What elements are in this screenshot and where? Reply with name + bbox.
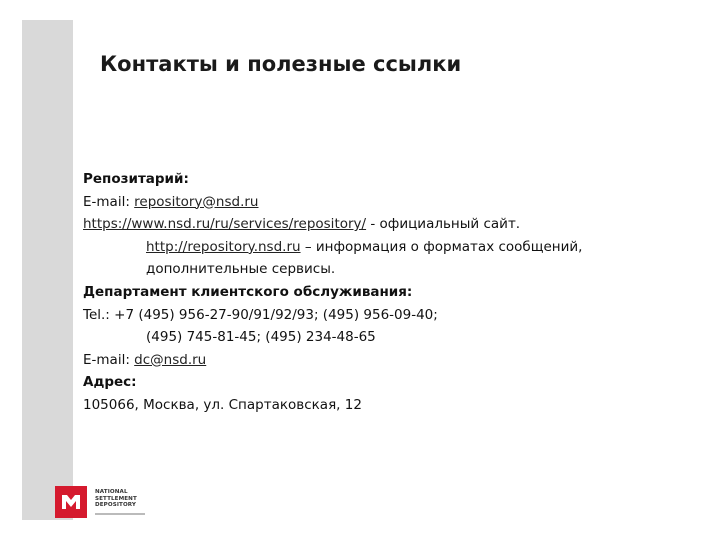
repository-email-line	[83, 191, 703, 214]
side-bar-decoration	[22, 20, 73, 520]
repository-site-desc: - официальный сайт.	[366, 216, 521, 233]
department-email-link[interactable]: dc@nsd.ru	[134, 351, 207, 368]
department-tel-line-cont: (495) 745-81-45; (495) 234-48-65	[146, 329, 376, 346]
logo-line-3: DEPOSITORY	[95, 502, 137, 509]
repository-site-link[interactable]: https://www.nsd.ru/ru/services/repository/	[83, 216, 367, 233]
repository-site-line	[83, 213, 703, 236]
nsd-logo-mark-icon	[55, 486, 87, 518]
email-label: E-mail:	[83, 193, 135, 210]
repository-heading: Репозитарий:	[83, 171, 189, 187]
repository-email-link[interactable]: repository@nsd.ru	[134, 193, 259, 210]
nsd-logo	[55, 486, 175, 520]
email-label: E-mail:	[83, 351, 135, 368]
logo-line-1: NATIONAL	[95, 489, 128, 495]
department-heading: Департамент клиентского обслуживания:	[83, 283, 413, 300]
address-heading: Адрес:	[83, 374, 137, 391]
nsd-logo-text	[95, 489, 137, 509]
department-tel-line: Tel.: +7 (495) 956-27-90/91/92/93; (495) 956-09-40;	[83, 306, 438, 323]
repository-info-line	[83, 236, 703, 259]
address-value: 105066, Москва, ул. Спартаковская, 12	[83, 396, 362, 413]
repository-info-desc-cont: дополнительные сервисы.	[146, 261, 336, 278]
repository-info-link[interactable]: http://repository.nsd.ru	[146, 238, 301, 255]
repository-info-desc: – информация о форматах сообщений,	[300, 238, 583, 255]
contacts-content	[83, 168, 703, 417]
logo-line-2: SETTLEMENT	[95, 495, 137, 502]
page-title: Контакты и полезные ссылки	[100, 52, 462, 76]
logo-subline	[95, 513, 145, 515]
department-email-line	[83, 349, 703, 372]
